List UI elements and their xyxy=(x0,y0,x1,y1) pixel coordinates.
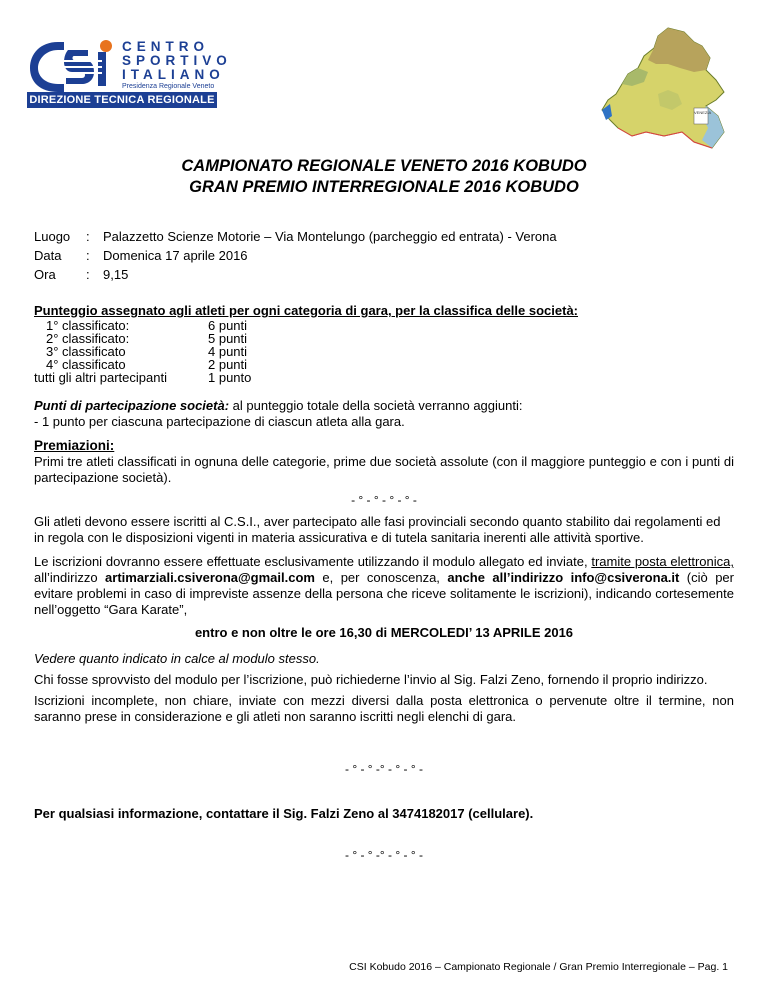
page-footer: CSI Kobudo 2016 – Campionato Regionale / Gran Premio Interregionale – Pag. 1 xyxy=(349,961,728,973)
participation-label: Punti di partecipazione società: xyxy=(34,398,230,413)
eligibility-text: Gli atleti devono essere iscritti al C.S.I., aver partecipato alle fasi provinciali secondo quanto stabilito dai regolamenti ed in regola con le disposizioni vigenti in materia assicurativa e di tutela sanitaria inerenti alle attività sportive. xyxy=(34,514,721,545)
contact-text: Per qualsiasi informazione, contattare il Sig. Falzi Zeno al 3474182017 (cellulare). xyxy=(34,806,534,821)
participation-line xyxy=(34,398,734,414)
score-points: 2 punti xyxy=(208,357,248,372)
direzione-band: DIREZIONE TECNICA REGIONALE xyxy=(27,92,217,108)
title-line-2: GRAN PREMIO INTERREGIONALE 2016 KOBUDO xyxy=(189,178,579,196)
map-city-label: VENEZIA xyxy=(694,110,712,115)
registration-part: (ciò per evitare problemi in caso di impreviste assenze della persona che riceve solitamente le iscrizioni), indicando cortesemente nell’oggetto “Gara Karate”, xyxy=(34,570,734,617)
see-note: Vedere quanto indicato in calce al modulo stesso. xyxy=(34,651,320,666)
score-points: 6 punti xyxy=(208,318,248,333)
scoring-heading: Punteggio assegnato agli atleti per ogni categoria di gara, per la classifica delle società: xyxy=(34,303,579,318)
registration-email-link[interactable]: artimarziali.csiverona@gmail.com xyxy=(105,570,315,585)
info-label-luogo: Luogo xyxy=(34,229,71,244)
scoring-table xyxy=(34,319,251,384)
score-points: 4 punti xyxy=(208,344,248,359)
registration-part: Le iscrizioni dovranno essere effettuate esclusivamente utilizzando il modulo allegato ed inviate, xyxy=(34,554,592,569)
csi-emblem-icon xyxy=(28,38,118,94)
logo-word-sportivo: SPORTIVO xyxy=(122,53,232,68)
score-place: 1° classificato: xyxy=(46,318,130,333)
score-place: 2° classificato: xyxy=(46,331,130,346)
score-place: 4° classificato xyxy=(46,357,126,372)
awards-text: Primi tre atleti classificati in ognuna delle categorie, prime due società assolute (con il maggiore punteggio e con i punti di partecipazione società). xyxy=(34,454,734,485)
score-place: tutti gli altri partecipanti xyxy=(34,370,167,385)
participation-text: al punteggio totale della società verranno aggiunti: xyxy=(229,398,523,413)
veneto-map xyxy=(598,24,738,156)
separator: - ° - ° - ° - ° - xyxy=(351,493,417,507)
score-points: 1 punto xyxy=(208,370,252,385)
info-sep: : xyxy=(86,229,90,244)
logo-word-italiano: ITALIANO xyxy=(122,67,225,82)
separator: - ° - ° -° - ° - ° - xyxy=(345,848,423,862)
info-value-luogo: Palazzetto Scienze Motorie – Via Montelungo (parcheggio ed entrata) - Verona xyxy=(103,229,557,244)
table-row xyxy=(34,371,251,384)
registration-text xyxy=(34,554,734,618)
logo-word-centro: CENTRO xyxy=(122,39,209,54)
score-points: 5 punti xyxy=(208,331,248,346)
title-line-1: CAMPIONATO REGIONALE VENETO 2016 KOBUDO xyxy=(181,157,587,175)
info-sep: : xyxy=(86,248,90,263)
veneto-map-icon xyxy=(598,24,738,156)
request-form-text: Chi fosse sprovvisto del modulo per l’iscrizione, può richiederne l’invio al Sig. Falzi Zeno, fornendo il proprio indirizzo. xyxy=(34,672,708,687)
registration-cc-email[interactable]: anche all’indirizzo info@csiverona.it xyxy=(447,570,680,585)
info-value-ora: 9,15 xyxy=(103,267,129,282)
separator: - ° - ° -° - ° - ° - xyxy=(345,762,423,776)
registration-email-mode: tramite posta elettronica, xyxy=(591,554,734,569)
registration-part: e, per conoscenza, xyxy=(314,570,448,585)
info-sep: : xyxy=(86,267,90,282)
participation-item: - 1 punto per ciascuna partecipazione di ciascun atleta alla gara. xyxy=(34,414,405,429)
registration-part: all’indirizzo xyxy=(34,570,106,585)
score-place: 3° classificato xyxy=(46,344,126,359)
info-value-data: Domenica 17 aprile 2016 xyxy=(103,248,248,263)
logo-subtitle: Presidenza Regionale Veneto xyxy=(122,83,215,90)
deadline-text: entro e non oltre le ore 16,30 di MERCOLEDI’ 13 APRILE 2016 xyxy=(194,625,574,640)
incomplete-text: Iscrizioni incomplete, non chiare, inviate con mezzi diversi dalla posta elettronica o pervenute oltre il termine, non saranno prese in considerazione e gli atleti non saranno iscritti negli elenchi di gara. xyxy=(34,693,734,724)
awards-heading: Premiazioni: xyxy=(34,438,115,453)
info-label-data: Data xyxy=(34,248,62,263)
info-label-ora: Ora xyxy=(34,267,56,282)
